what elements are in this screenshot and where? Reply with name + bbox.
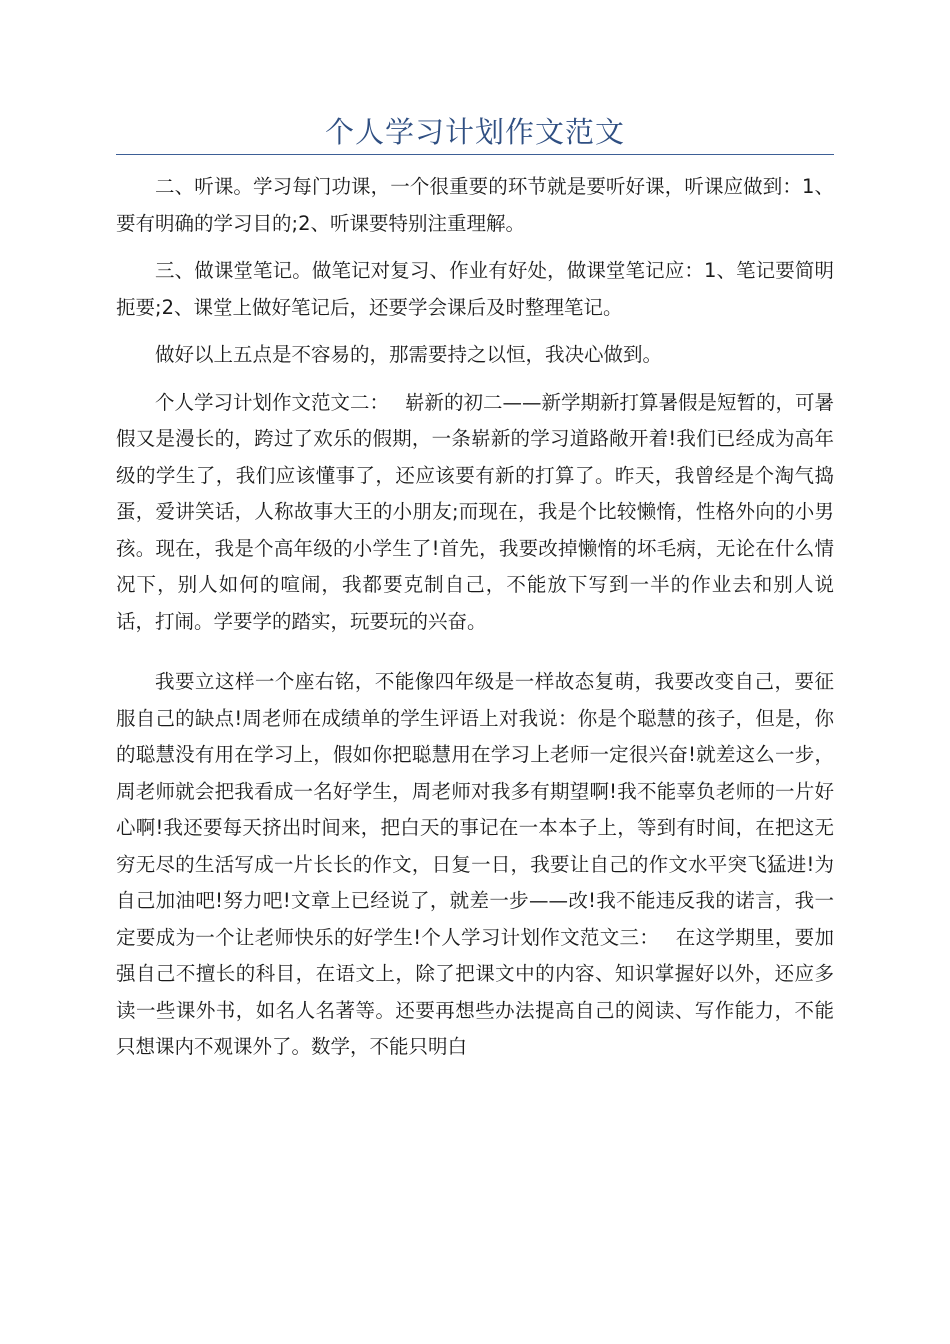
document-body [116, 169, 834, 1066]
paragraph: 我要立这样一个座右铭，不能像四年级是一样故态复萌，我要改变自己，要征服自己的缺点!周老师在成绩单的学生评语上对我说：你是个聪慧的孩子，但是，你的聪慧没有用在学习上，假如你把聪慧用在学习上老师一定很兴奋!就差这么一步，周老师就会把我看成一名好学生，周老师对我多有期望啊!我不能辜负老师的一片好心啊!我还要每天挤出时间来，把白天的事记在一本本子上，等到有时间，在把这无穷无尽的生活写成一片长长的作文，日复一日，我要让自己的作文水平突飞猛进!为自己加油吧!努力吧!文章上已经说了，就差一步——改!我不能违反我的诺言，我一定要成为一个让老师快乐的好学生!个人学习计划作文范文三： 在这学期里，要加强自己不擅长的科目，在语文上，除了把课文中的内容、知识掌握好以外，还应多读一些课外书，如名人名著等。还要再想些办法提高自己的阅读、写作能力，不能只想课内不观课外了。数学，不能只明白 [116, 670, 834, 1058]
paragraph: 个人学习计划作文范文二： 崭新的初二——新学期新打算暑假是短暂的，可暑假又是漫长的，跨过了欢乐的假期，一条崭新的学习道路敞开着!我们已经成为高年级的学生了，我们应该懂事了，还应该要有新的打算了。昨天，我曾经是个淘气捣蛋，爱讲笑话，人称故事大王的小朋友;而现在，我是个比较懒惰，性格外向的小男孩。现在，我是个高年级的小学生了!首先，我要改掉懒惰的坏毛病，无论在什么情况下，别人如何的喧闹，我都要克制自己，不能放下写到一半的作业去和别人说话，打闹。学要学的踏实，玩要玩的兴奋。 [116, 390, 834, 633]
title-underline [116, 154, 834, 155]
paragraph: 做好以上五点是不容易的，那需要持之以恒，我决心做到。 [155, 343, 663, 366]
page-title: 个人学习计划作文范文 [324, 115, 625, 149]
paragraph: 二、听课。学习每门功课，一个很重要的环节就是要听好课，听课应做到：1、要有明确的学习目的;2、听课要特别注重理解。 [116, 175, 834, 235]
paragraph: 三、做课堂笔记。做笔记对复习、作业有好处，做课堂笔记应：1、笔记要简明扼要;2、课堂上做好笔记后，还要学会课后及时整理笔记。 [116, 259, 834, 319]
